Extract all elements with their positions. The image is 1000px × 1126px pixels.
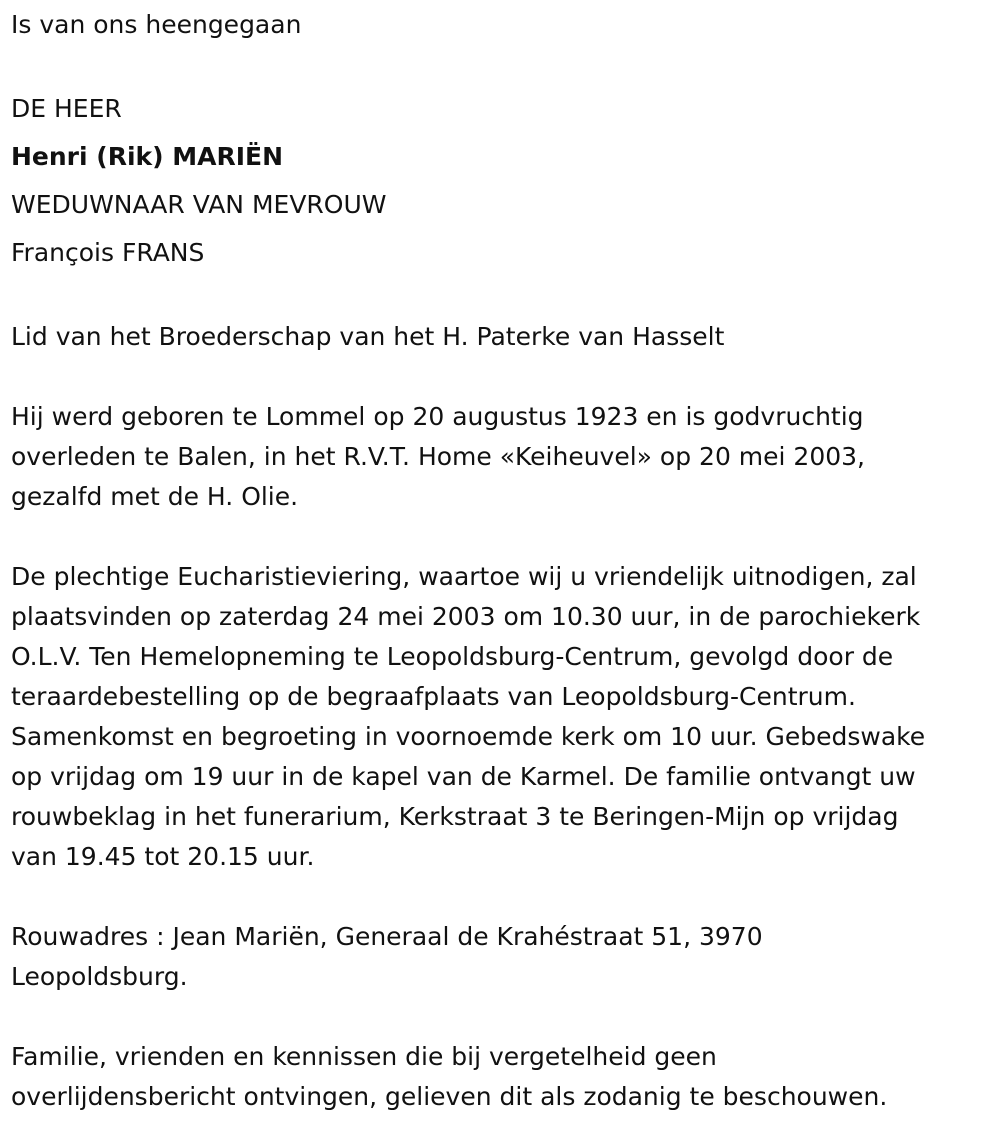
membership-text: Lid van het Broederschap van het H. Paterke van Hasselt	[11, 322, 725, 351]
deceased-name: Henri (Rik) MARIËN	[11, 142, 284, 171]
birth-death-paragraph	[11, 397, 986, 517]
intro-text: Is van ons heengegaan	[11, 10, 302, 39]
paragraph-line: Samenkomst en begroeting in voornoemde kerk om 10 uur. Gebedswake	[11, 722, 926, 751]
spacer	[11, 277, 986, 317]
honorific: DE HEER	[11, 94, 122, 123]
address-paragraph	[11, 917, 986, 997]
paragraph-line: overlijdensbericht ontvingen, gelieven dit als zodanig te beschouwen.	[11, 1082, 888, 1111]
paragraph-line: teraardebestelling op de begraafplaats van Leopoldsburg-Centrum.	[11, 682, 856, 711]
spacer	[11, 45, 986, 85]
paragraph-line: plaatsvinden op zaterdag 24 mei 2003 om 10.30 uur, in de parochiekerk	[11, 602, 921, 631]
paragraph-line: op vrijdag om 19 uur in de kapel van de Karmel. De familie ontvangt uw	[11, 762, 916, 791]
spacer	[11, 517, 986, 557]
spacer	[11, 997, 986, 1037]
death-notice	[11, 5, 986, 1117]
spacer	[11, 357, 986, 397]
paragraph-line: De plechtige Eucharistieviering, waartoe wij u vriendelijk uitnodigen, zal	[11, 562, 917, 591]
paragraph-line: Rouwadres : Jean Mariën, Generaal de Krahéstraat 51, 3970	[11, 922, 763, 951]
paragraph-line: overleden te Balen, in het R.V.T. Home «Keiheuvel» op 20 mei 2003,	[11, 442, 865, 471]
paragraph-line: Familie, vrienden en kennissen die bij vergetelheid geen	[11, 1042, 717, 1071]
paragraph-line: O.L.V. Ten Hemelopneming te Leopoldsburg-Centrum, gevolgd door de	[11, 642, 894, 671]
relation-text: WEDUWNAAR VAN MEVROUW	[11, 190, 387, 219]
ceremony-paragraph	[11, 557, 986, 877]
paragraph-line: Leopoldsburg.	[11, 962, 188, 991]
closing-paragraph	[11, 1037, 986, 1117]
paragraph-line: van 19.45 tot 20.15 uur.	[11, 842, 315, 871]
paragraph-line: gezalfd met de H. Olie.	[11, 482, 299, 511]
paragraph-line: rouwbeklag in het funerarium, Kerkstraat 3 te Beringen-Mijn op vrijdag	[11, 802, 899, 831]
spacer	[11, 877, 986, 917]
paragraph-line: Hij werd geboren te Lommel op 20 augustus 1923 en is godvruchtig	[11, 402, 864, 431]
spouse-name: François FRANS	[11, 238, 205, 267]
